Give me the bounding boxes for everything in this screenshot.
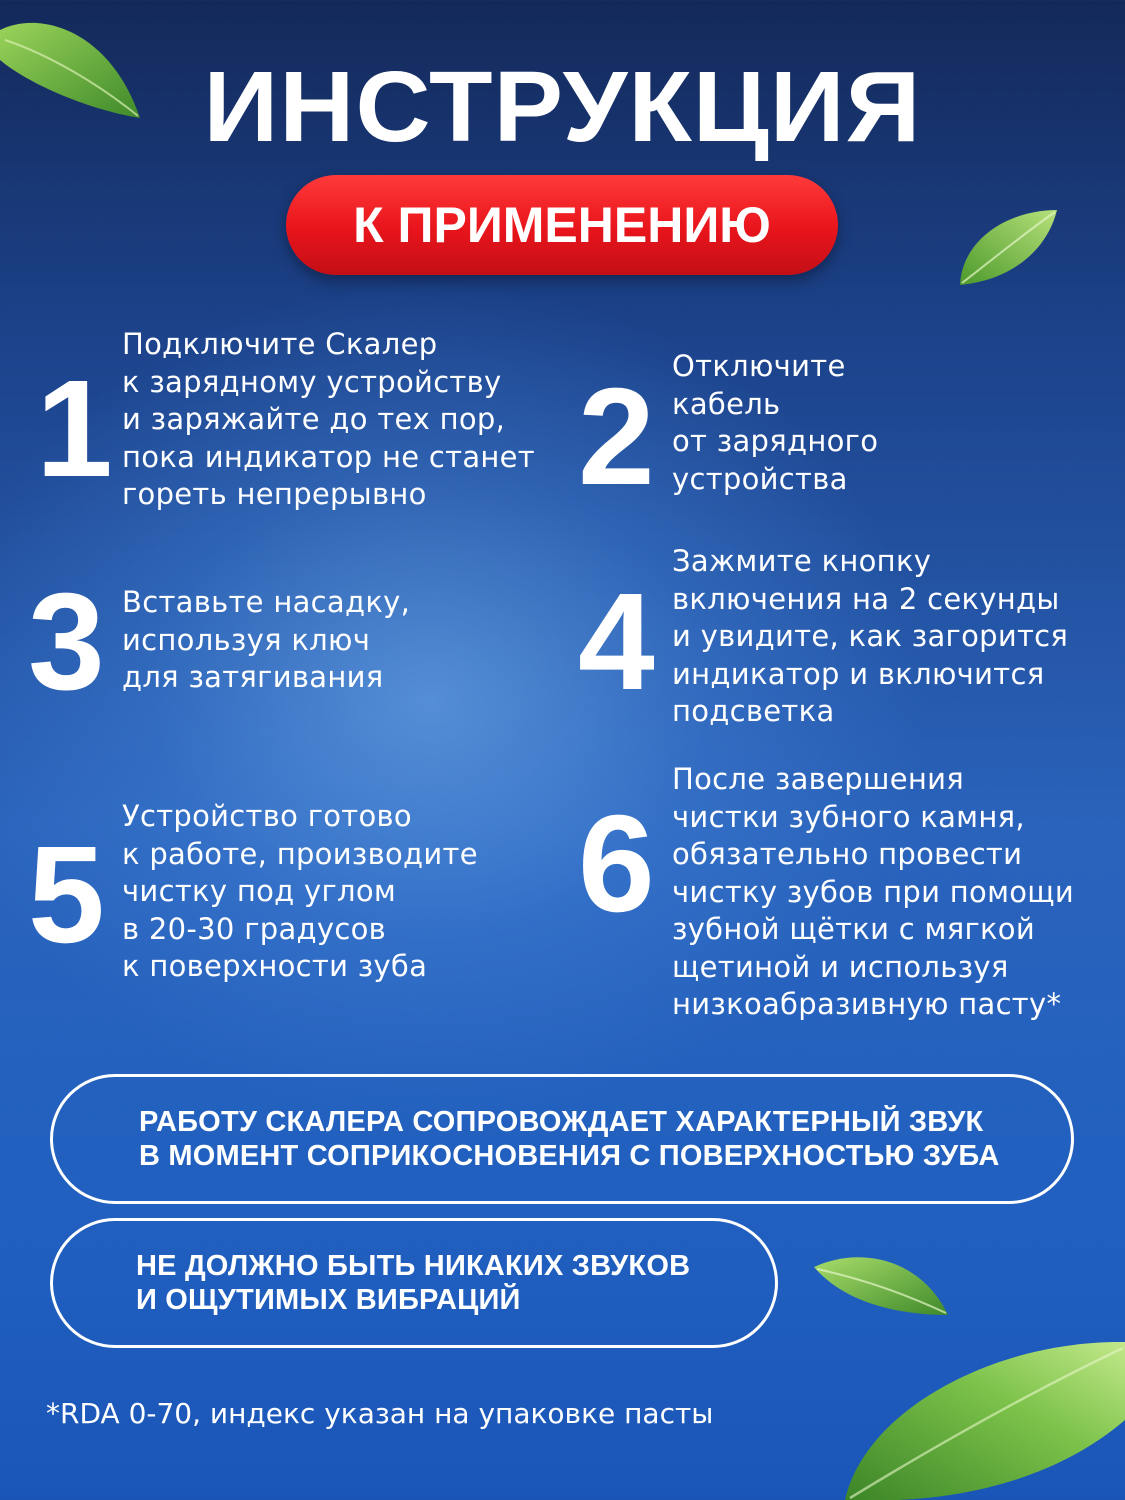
step-text: Устройство готово к работе, производите чистку под углом в 20-30 градусов к поверхности зуба [122,799,478,983]
vibration-note-text: НЕ ДОЛЖНО БЫТЬ НИКАКИХ ЗВУКОВ И ОЩУТИМЫХ ВИБРАЦИЙ [136,1250,691,1316]
step-number: 4 [578,565,655,719]
vibration-note [50,1218,778,1348]
step-text: Отключите кабель от зарядного устройства [672,349,879,496]
leaf-icon [835,1330,1125,1500]
leaf-icon [952,200,1062,290]
step-number: 5 [28,818,105,972]
step-number: 2 [578,360,655,514]
subtitle-banner [286,175,838,275]
step-number: 3 [28,565,105,719]
footnote: *RDA 0-70, индекс указан на упаковке пасты [46,1397,714,1430]
page-title: ИНСТРУКЦИЯ [203,51,922,163]
step-text: После завершения чистки зубного камня, обязательно провести чистку зубов при помощи зубной щётки с мягкой щетиной и используя низкоабразивную пасту* [672,762,1075,1021]
step-text: Зажмите кнопку включения на 2 секунды и увидите, как загорится индикатор и включится подсветка [672,544,1069,728]
step-text: Подключите Скалер к зарядному устройству и заряжайте до тех пор, пока индикатор не станет гореть непрерывно [122,327,535,511]
sound-note-text: РАБОТУ СКАЛЕРА СОПРОВОЖДАЕТ ХАРАКТЕРНЫЙ ЗВУК В МОМЕНТ СОПРИКОСНОВЕНИЯ С ПОВЕРХНОСТЬЮ ЗУБА [139,1106,1000,1172]
step-number: 6 [578,787,655,941]
subtitle-label: К ПРИМЕНЕНИЮ [353,197,771,253]
step-text: Вставьте насадку, используя ключ для затягивания [122,585,411,694]
step-number: 1 [36,352,113,506]
sound-note [50,1074,1074,1204]
leaf-icon [812,1245,952,1325]
